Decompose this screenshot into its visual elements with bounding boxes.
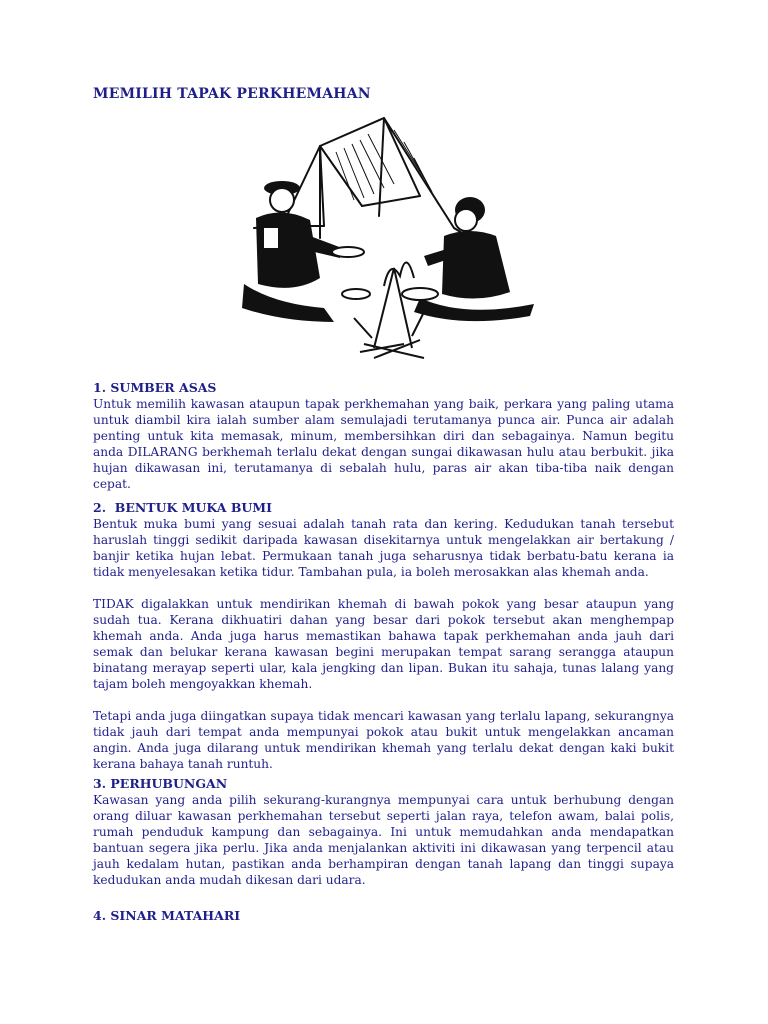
section-heading: 2. BENTUK MUKA BUMI: [93, 500, 272, 515]
section-perhubungan: [93, 776, 674, 888]
section-paragraph: Tetapi anda juga diingatkan supaya tidak mencari kawasan yang terlalu lapang, sekurangnya tidak jauh dari tempat anda mempunyai pokok atau bukit untuk mengelakkan ancaman angin. Anda juga dilarang untuk mendirikan khemah yang terlalu dekat dengan kaki bukit kerana bahaya tanah runtuh.: [93, 709, 674, 771]
section-paragraph: Kawasan yang anda pilih sekurang-kurangnya mempunyai cara untuk berhubung dengan orang diluar kawasan perkhemahan tersebut seperti jalan raya, telefon awam, balai polis, rumah penduduk kampung dan sebagainya. Ini untuk memudahkan anda mendapatkan bantuan segera jika perlu. Jika anda menjalankan aktiviti ini dikawasan yang terpencil atau jauh kedalam hutan, pastikan anda berhampiran dengan tanah lapang dan tinggi supaya kedudukan anda mudah dikesan dari udara.: [93, 793, 674, 887]
section-bentuk-muka-bumi: [93, 500, 674, 772]
section-heading: 1. SUMBER ASAS: [93, 380, 217, 395]
section-paragraph: Untuk memilih kawasan ataupun tapak perkhemahan yang baik, perkara yang paling utama untuk diambil kira ialah sumber alam semulajadi terutamanya punca air. Punca air adalah penting untuk kita memasak, minum, membersihkan diri dan sebagainya. Namun begitu anda DILARANG berkhemah terlalu dekat dengan sungai dikawasan hulu atau berbukit. jika hujan dikawasan ini, terutamanya di sebalah hulu, paras air akan tiba-tiba naik dengan cepat.: [93, 397, 674, 491]
section-paragraph: Bentuk muka bumi yang sesuai adalah tanah rata dan kering. Kedudukan tanah tersebut haruslah tinggi sedikit daripada kawasan disekitarnya untuk mengelakkan air bertakung / banjir ketika hujan lebat. Permukaan tanah juga seharusnya tidak berbatu-batu kerana ia tidak menyelesakan ketika tidur. Tambahan pula, ia boleh merosakkan alas khemah anda.: [93, 517, 674, 579]
section-sinar-matahari: [93, 908, 674, 924]
section-sumber-asas: [93, 380, 674, 492]
section-paragraph: TIDAK digalakkan untuk mendirikan khemah di bawah pokok yang besar ataupun yang sudah tua. Kerana dikhuatiri dahan yang besar dari pokok tersebut akan menghempap khemah anda. Anda juga harus memastikan bahawa tapak perkhemahan anda jauh dari semak dan belukar kerana kawasan begini merupakan tempat sarang serangga ataupun binatang merayap seperti ular, kala jengking dan lipan. Bukan itu sahaja, tunas lalang yang tajam boleh mengoyakkan khemah.: [93, 597, 674, 691]
section-heading: 4. SINAR MATAHARI: [93, 908, 241, 923]
section-heading: 3. PERHUBUNGAN: [93, 776, 228, 791]
page-title: MEMILIH TAPAK PERKHEMAHAN: [93, 86, 371, 102]
camping-tent-scouts-illustration: [224, 108, 536, 364]
